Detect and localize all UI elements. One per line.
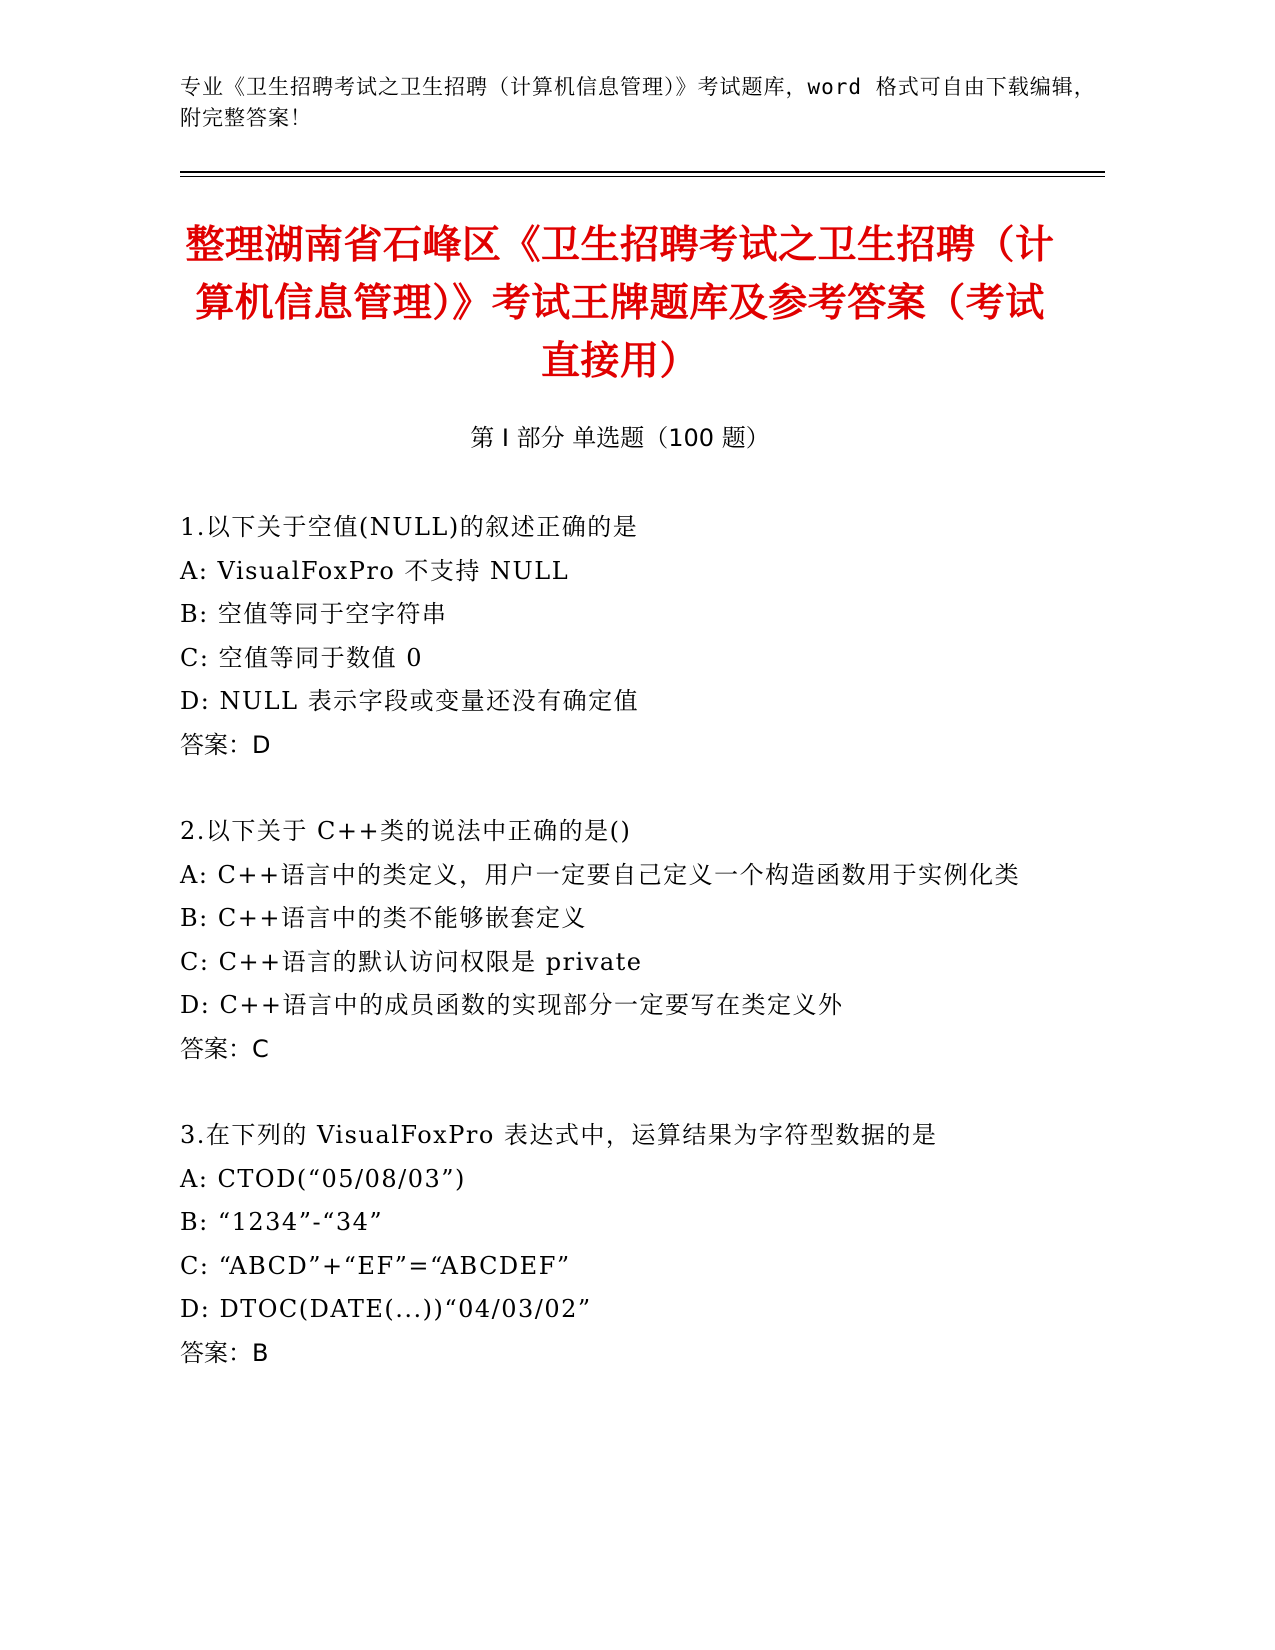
question-stem: 3.在下列的 VisualFoxPro 表达式中，运算结果为字符型数据的是 [180,1121,938,1149]
option-d: D: DTOC(DATE(...))“04/03/02” [180,1295,592,1323]
option-a: A: CTOD(“05/08/03”) [180,1164,466,1193]
question-1 [180,506,1040,767]
option-b: B: C++语言中的类不能够嵌套定义 [180,904,587,932]
answer: 答案：D [180,730,271,759]
answer: 答案：C [180,1034,269,1063]
option-d: D: NULL 表示字段或变量还没有确定值 [180,687,640,715]
question-stem: 1.以下关于空值(NULL)的叙述正确的是 [180,513,639,541]
option-c: C: 空值等同于数值 0 [180,643,423,672]
question-2 [180,810,1040,1071]
option-c: C: “ABCD”+“EF”=“ABCDEF” [180,1251,571,1280]
question-3 [180,1114,1040,1375]
question-stem: 2.以下关于 C++类的说法中正确的是() [180,817,632,845]
question-list [180,506,1040,1418]
option-b: B: 空值等同于空字符串 [180,600,448,628]
option-a: A: C++语言中的类定义，用户一定要自己定义一个构造函数用于实例化类 [180,860,1021,889]
option-b: B: “1234”-“34” [180,1208,384,1236]
header-note: 专业《卫生招聘考试之卫生招聘（计算机信息管理）》考试题库，word 格式可自由下载编辑，附完整答案！ [180,75,1096,130]
answer: 答案：B [180,1338,269,1367]
section-title: 第 I 部分 单选题（100 题） [470,424,770,452]
header-rule-thin [180,176,1105,177]
document-title: 整理湖南省石峰区《卫生招聘考试之卫生招聘（计算机信息管理）》考试王牌题库及参考答案（考试直接用） [185,223,1055,384]
option-c: C: C++语言的默认访问权限是 private [180,947,643,976]
header-rule-thick [180,171,1105,173]
option-d: D: C++语言中的成员函数的实现部分一定要写在类定义外 [180,991,844,1019]
option-a: A: VisualFoxPro 不支持 NULL [180,556,570,585]
